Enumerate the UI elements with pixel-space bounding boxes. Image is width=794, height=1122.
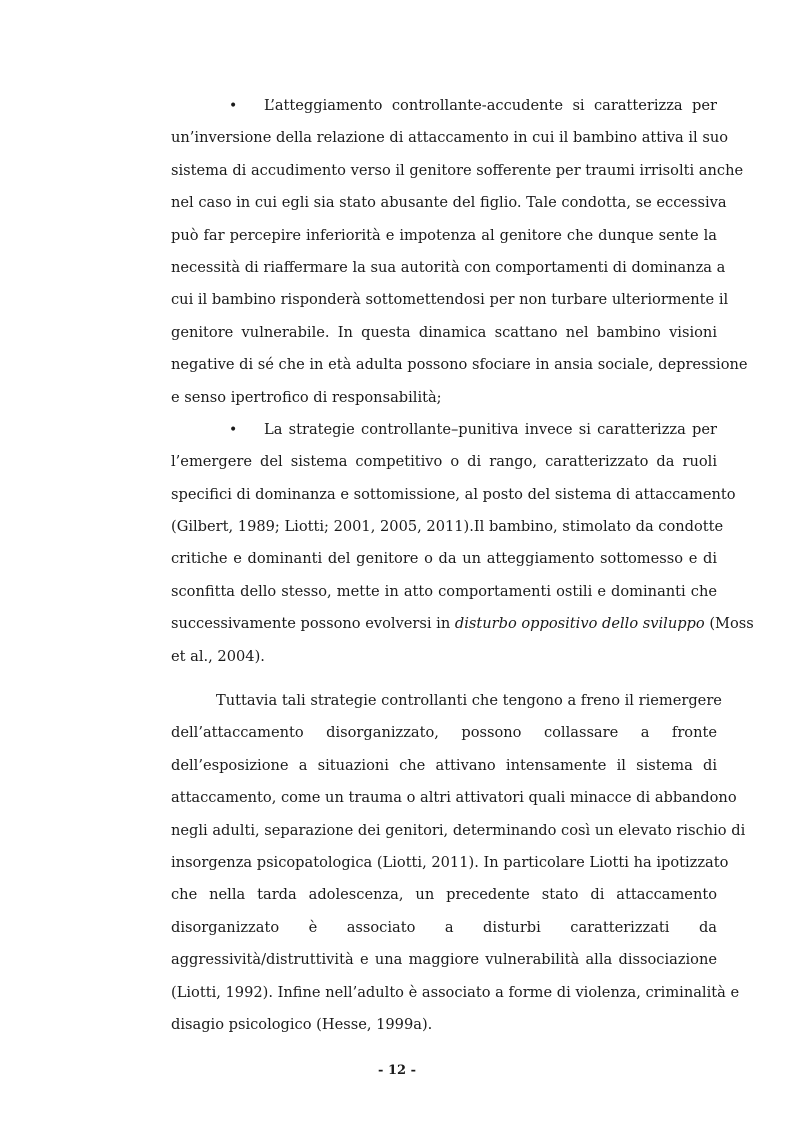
page-number: - 12 - xyxy=(378,1063,416,1078)
text-line: dell’esposizione a situazioni che attivano intensamente il sistema di xyxy=(171,756,717,774)
text-line: che nella tarda adolescenza, un precedente stato di attaccamento xyxy=(171,886,717,904)
text-line: negli adulti, separazione dei genitori, determinando così un elevato rischio di xyxy=(171,821,746,839)
text-line: sconfitta dello stesso, mette in atto comportamenti ostili e dominanti che xyxy=(171,582,717,600)
bullet-item-first-line xyxy=(171,90,717,122)
paragraph-gap xyxy=(171,673,717,685)
bullet-text: L’atteggiamento controllante-accudente si caratterizza per xyxy=(264,97,717,114)
bullet-text: La strategie controllante–punitiva invece si caratterizza per xyxy=(264,420,717,438)
text-line: specifici di dominanza e sottomissione, al posto del sistema di attaccamento xyxy=(171,485,736,503)
bullet-icon: • xyxy=(229,421,238,438)
text-line: l’emergere del sistema competitivo o di rango, caratterizzato da ruoli xyxy=(171,453,717,471)
text-line-with-italic xyxy=(171,608,754,640)
text-line: un’inversione della relazione di attaccamento in cui il bambino attiva il suo xyxy=(171,129,729,147)
text-line: necessità di riaffermare la sua autorità con comportamenti di dominanza a xyxy=(171,258,726,276)
bullet-icon: • xyxy=(229,98,238,114)
text-line: dell’attaccamento disorganizzato, possono collassare a fronte xyxy=(171,724,717,742)
paragraph-first-line: Tuttavia tali strategie controllanti che tengono a freno il riemergere xyxy=(216,692,722,710)
text-line: (Gilbert, 1989; Liotti; 2001, 2005, 2011).Il bambino, stimolato da condotte xyxy=(171,518,724,536)
text-line: disorganizzato è associato a disturbi caratterizzati da xyxy=(171,918,717,936)
text-line: attaccamento, come un trauma o altri attivatori quali minacce di abbandono xyxy=(171,789,737,807)
text-line: negative di sé che in età adulta possono sfociare in ansia sociale, depressione xyxy=(171,356,748,374)
text-line-last: disagio psicologico (Hesse, 1999a). xyxy=(171,1015,433,1033)
text-span: (Moss xyxy=(704,615,754,633)
text-line-last: e senso ipertrofico di responsabilità; xyxy=(171,388,442,406)
text-line: nel caso in cui egli sia stato abusante del figlio. Tale condotta, se eccessiva xyxy=(171,194,727,212)
text-line: cui il bambino risponderà sottomettendosi per non turbare ulteriormente il xyxy=(171,291,729,309)
document-body xyxy=(171,90,754,1041)
text-line: aggressività/distruttività e una maggiore vulnerabilità alla dissociazione xyxy=(171,951,717,969)
text-line-last: et al., 2004). xyxy=(171,647,265,665)
text-span: successivamente possono evolversi in xyxy=(171,615,455,633)
italic-term: disturbo oppositivo dello sviluppo xyxy=(454,615,705,633)
text-line: genitore vulnerabile. In questa dinamica scattano nel bambino visioni xyxy=(171,323,717,341)
text-line: insorgenza psicopatologica (Liotti, 2011). In particolare Liotti ha ipotizzato xyxy=(171,853,729,871)
text-line: critiche e dominanti del genitore o da un atteggiamento sottomesso e di xyxy=(171,550,717,568)
text-line: sistema di accudimento verso il genitore sofferente per traumi irrisolti anche xyxy=(171,161,744,179)
text-line: può far percepire inferiorità e impotenza al genitore che dunque sente la xyxy=(171,226,717,244)
bullet-item-first-line xyxy=(171,414,717,446)
text-line: (Liotti, 1992). Infine nell’adulto è associato a forme di violenza, criminalità e xyxy=(171,983,740,1001)
